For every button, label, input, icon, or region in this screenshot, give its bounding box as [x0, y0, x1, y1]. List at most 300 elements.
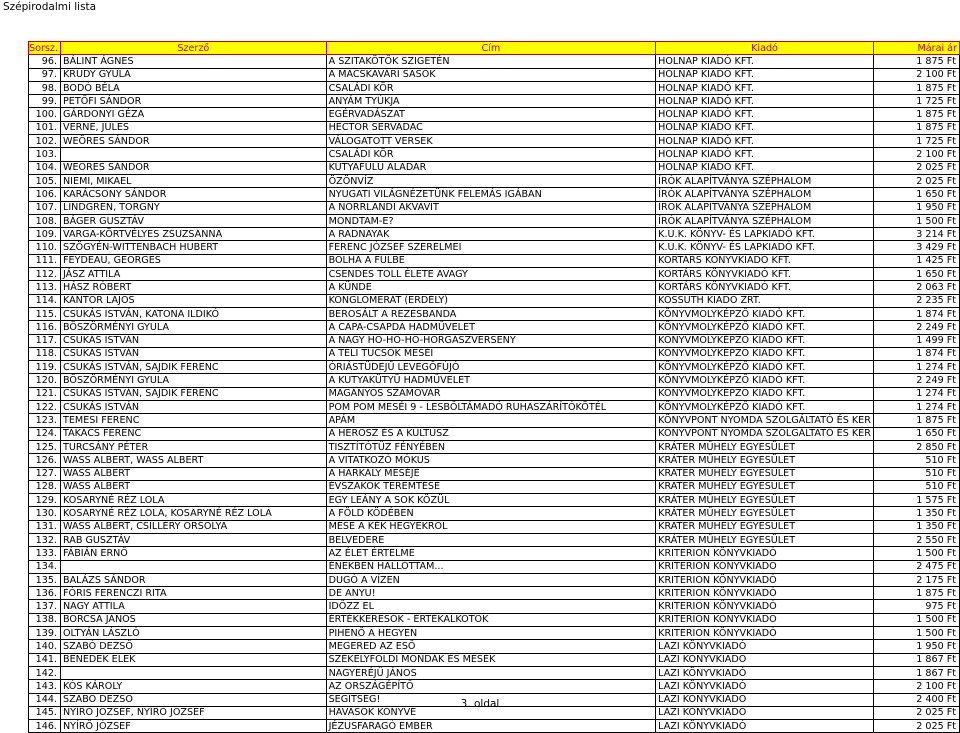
author-cell: WEÖRES SÁNDOR	[61, 135, 327, 148]
price-cell: 2 100 Ft	[873, 148, 959, 161]
title-cell: JÉZUSFARAGÓ EMBER	[326, 720, 656, 733]
author-cell: HÁSZ RÓBERT	[61, 281, 327, 294]
price-cell: 1 350 Ft	[873, 507, 959, 520]
row-number: 116.	[29, 321, 61, 334]
row-number: 103.	[29, 148, 61, 161]
row-number: 127.	[29, 467, 61, 480]
row-number: 114.	[29, 294, 61, 307]
author-cell: WASS ALBERT, CSILLÉRY ORSOLYA	[61, 520, 327, 533]
price-cell: 1 274 Ft	[873, 401, 959, 414]
publisher-cell: KRITERION KÖNYVKIADÓ	[656, 560, 874, 573]
table-row	[29, 281, 960, 294]
price-cell: 510 Ft	[873, 467, 959, 480]
publisher-cell: ÍRÓK ALAPÍTVÁNYA SZÉPHALOM	[656, 214, 874, 227]
publisher-cell: KRITERION KÖNYVKIADÓ	[656, 547, 874, 560]
title-cell: ÖZÖNVÍZ	[326, 174, 656, 187]
author-cell: NYÍRŐ JÓZSEF	[61, 720, 327, 733]
price-cell: 1 725 Ft	[873, 95, 959, 108]
table-row	[29, 640, 960, 653]
table-row	[29, 587, 960, 600]
row-number: 132.	[29, 533, 61, 546]
publisher-cell: LAZI KÖNYVKIADÓ	[656, 666, 874, 679]
author-cell: FÁBIÁN ERNŐ	[61, 547, 327, 560]
price-cell: 1 875 Ft	[873, 587, 959, 600]
author-cell: WASS ALBERT, WASS ALBERT	[61, 454, 327, 467]
row-number: 124.	[29, 427, 61, 440]
row-number: 117.	[29, 334, 61, 347]
table-row	[29, 387, 960, 400]
title-cell: A NORRLANDI AKVAVIT	[326, 201, 656, 214]
publisher-cell: LAZI KÖNYVKIADÓ	[656, 640, 874, 653]
table-row	[29, 507, 960, 520]
price-cell: 1 867 Ft	[873, 666, 959, 679]
publisher-cell: LAZI KÖNYVKIADÓ	[656, 680, 874, 693]
column-header-price: Márai ár	[873, 42, 959, 55]
publisher-cell: K.U.K. KÖNYV- ÉS LAPKIADÓ KFT.	[656, 241, 874, 254]
publisher-cell: KRÁTER MŰHELY EGYESÜLET	[656, 533, 874, 546]
price-cell: 2 850 Ft	[873, 440, 959, 453]
price-cell: 2 025 Ft	[873, 161, 959, 174]
row-number: 115.	[29, 307, 61, 320]
row-number: 120.	[29, 374, 61, 387]
price-cell: 2 025 Ft	[873, 720, 959, 733]
table-row	[29, 414, 960, 427]
title-cell: ÉRTÉKKERESŐK - ÉRTÉKALKOTÓK	[326, 613, 656, 626]
author-cell: CSUKÁS ISTVÁN	[61, 334, 327, 347]
row-number: 118.	[29, 347, 61, 360]
author-cell: SZÖGYÉN-WITTENBACH HUBERT	[61, 241, 327, 254]
author-cell: VERNE, JULES	[61, 121, 327, 134]
price-cell: 1 499 Ft	[873, 334, 959, 347]
row-number: 98.	[29, 81, 61, 94]
title-cell: BELVEDERE	[326, 533, 656, 546]
table-row	[29, 573, 960, 586]
title-cell: BEROSÁLT A REZESBANDA	[326, 307, 656, 320]
author-cell: OLTYÁN LÁSZLÓ	[61, 627, 327, 640]
title-cell: A HEROSZ ÉS A KULTUSZ	[326, 427, 656, 440]
publisher-cell: KRÁTER MŰHELY EGYESÜLET	[656, 454, 874, 467]
publisher-cell: KÖNYVMOLYKÉPZŐ KIADÓ KFT.	[656, 387, 874, 400]
price-cell: 1 725 Ft	[873, 135, 959, 148]
row-number: 112.	[29, 268, 61, 281]
author-cell: WASS ALBERT	[61, 467, 327, 480]
publisher-cell: KÖNYVPONT NYOMDA SZOLGÁLTATÓ ÉS KER	[656, 414, 874, 427]
title-cell: POM POM MESÉI 9 - LESBŐLTÁMADÓ RUHASZÁRÍTÓKÖTÉL	[326, 401, 656, 414]
author-cell: RAB GUSZTÁV	[61, 533, 327, 546]
price-cell: 1 875 Ft	[873, 81, 959, 94]
author-cell: CSUKÁS ISTVÁN, SAJDIK FERENC	[61, 387, 327, 400]
row-number: 143.	[29, 680, 61, 693]
row-number: 140.	[29, 640, 61, 653]
title-cell: IDŐZZ EL	[326, 600, 656, 613]
title-cell: EGÉRVADÁSZAT	[326, 108, 656, 121]
publisher-cell: ÍRÓK ALAPÍTVÁNYA SZÉPHALOM	[656, 188, 874, 201]
row-number: 126.	[29, 454, 61, 467]
title-cell: CSENDES TOLL ÉLETE AVAGY	[326, 268, 656, 281]
price-cell: 2 550 Ft	[873, 533, 959, 546]
author-cell: SZABÓ DEZSŐ	[61, 693, 327, 706]
title-cell: ÓRIÁSTÜDEJŰ LEVEGŐFÚJÓ	[326, 361, 656, 374]
row-number: 97.	[29, 68, 61, 81]
publisher-cell: KORTÁRS KÖNYVKIADÓ KFT.	[656, 268, 874, 281]
publisher-cell: KRITERION KÖNYVKIADÓ	[656, 573, 874, 586]
price-cell: 975 Ft	[873, 600, 959, 613]
table-row	[29, 520, 960, 533]
row-number: 133.	[29, 547, 61, 560]
price-cell: 1 500 Ft	[873, 547, 959, 560]
row-number: 107.	[29, 201, 61, 214]
price-cell: 1 950 Ft	[873, 201, 959, 214]
table-row	[29, 666, 960, 679]
author-cell: KÓS KÁROLY	[61, 680, 327, 693]
price-cell: 1 500 Ft	[873, 613, 959, 626]
author-cell: GÁRDONYI GÉZA	[61, 108, 327, 121]
row-number: 138.	[29, 613, 61, 626]
title-cell: ÉNEKBEN HALLOTTAM...	[326, 560, 656, 573]
table-row	[29, 467, 960, 480]
table-row	[29, 480, 960, 493]
author-cell: LINDGREN, TORGNY	[61, 201, 327, 214]
row-number: 144.	[29, 693, 61, 706]
publisher-cell: HOLNAP KIADÓ KFT.	[656, 68, 874, 81]
row-number: 104.	[29, 161, 61, 174]
title-cell: A TELI TÜCSÖK MESÉI	[326, 347, 656, 360]
row-number: 100.	[29, 108, 61, 121]
publisher-cell: LAZI KÖNYVKIADÓ	[656, 693, 874, 706]
price-cell: 1 875 Ft	[873, 121, 959, 134]
publisher-cell: HOLNAP KIADÓ KFT.	[656, 108, 874, 121]
row-number: 135.	[29, 573, 61, 586]
publisher-cell: KÖNYVMOLYKÉPZŐ KIADÓ KFT.	[656, 374, 874, 387]
table-row	[29, 294, 960, 307]
publisher-cell: KRITERION KÖNYVKIADÓ	[656, 600, 874, 613]
price-cell: 1 874 Ft	[873, 347, 959, 360]
table-row	[29, 161, 960, 174]
price-cell: 1 425 Ft	[873, 254, 959, 267]
price-cell: 1 875 Ft	[873, 55, 959, 68]
price-cell: 2 249 Ft	[873, 374, 959, 387]
author-cell: KOSARYNÉ RÉZ LOLA	[61, 494, 327, 507]
author-cell: FEYDEAU, GEORGES	[61, 254, 327, 267]
row-number: 101.	[29, 121, 61, 134]
price-cell: 2 100 Ft	[873, 680, 959, 693]
title-cell: MONDTAM-E?	[326, 214, 656, 227]
table-row	[29, 268, 960, 281]
row-number: 129.	[29, 494, 61, 507]
row-number: 109.	[29, 228, 61, 241]
title-cell: CSALÁDI KÖR	[326, 81, 656, 94]
author-cell: FÓRIS FERENCZI RITA	[61, 587, 327, 600]
price-cell: 1 950 Ft	[873, 640, 959, 653]
table-row	[29, 440, 960, 453]
title-cell: MAGÁNYOS SZAMOVÁR	[326, 387, 656, 400]
title-cell: MEGERED AZ ESŐ	[326, 640, 656, 653]
author-cell: WASS ALBERT	[61, 480, 327, 493]
table-row	[29, 720, 960, 733]
price-cell: 1 650 Ft	[873, 427, 959, 440]
author-cell: TAKÁCS FERENC	[61, 427, 327, 440]
title-cell: CSALÁDI KÖR	[326, 148, 656, 161]
table-row	[29, 108, 960, 121]
author-cell: WEÖRES SÁNDOR	[61, 161, 327, 174]
table-header-row	[29, 42, 960, 55]
price-cell: 510 Ft	[873, 480, 959, 493]
title-cell: PIHENŐ A HEGYEN	[326, 627, 656, 640]
table-row	[29, 95, 960, 108]
table-row	[29, 427, 960, 440]
title-cell: ÉVSZAKOK TEREMTÉSE	[326, 480, 656, 493]
table-row	[29, 254, 960, 267]
publisher-cell: KRITERION KÖNYVKIADÓ	[656, 627, 874, 640]
table-row	[29, 214, 960, 227]
book-list-table	[28, 41, 960, 733]
title-cell: A KUTYAKÜTYÜ HADMŰVELET	[326, 374, 656, 387]
price-cell: 1 874 Ft	[873, 307, 959, 320]
price-cell: 1 350 Ft	[873, 520, 959, 533]
table-row	[29, 121, 960, 134]
title-cell: A KÜNDE	[326, 281, 656, 294]
price-cell: 2 235 Ft	[873, 294, 959, 307]
title-cell: A CAPA-CSAPDA HADMŰVELET	[326, 321, 656, 334]
author-cell: KARÁCSONY SÁNDOR	[61, 188, 327, 201]
row-number: 141.	[29, 653, 61, 666]
author-cell: KÁNTOR LAJOS	[61, 294, 327, 307]
publisher-cell: HOLNAP KIADÓ KFT.	[656, 55, 874, 68]
title-cell: A VITATKOZÓ MÓKUS	[326, 454, 656, 467]
author-cell: NIEMI, MIKAEL	[61, 174, 327, 187]
publisher-cell: KOSSUTH KIADÓ ZRT.	[656, 294, 874, 307]
table-row	[29, 454, 960, 467]
table-row	[29, 361, 960, 374]
author-cell	[61, 148, 327, 161]
title-cell: ANYÁM TYÚKJA	[326, 95, 656, 108]
table-row	[29, 55, 960, 68]
publisher-cell: KÖNYVMOLYKÉPZŐ KIADÓ KFT.	[656, 347, 874, 360]
table-row	[29, 401, 960, 414]
price-cell: 1 650 Ft	[873, 188, 959, 201]
table-row	[29, 68, 960, 81]
title-cell: BOLHA A FÜLBE	[326, 254, 656, 267]
publisher-cell: KÖNYVMOLYKÉPZŐ KIADÓ KFT.	[656, 361, 874, 374]
table-row	[29, 547, 960, 560]
price-cell: 2 025 Ft	[873, 706, 959, 719]
price-cell: 3 429 Ft	[873, 241, 959, 254]
publisher-cell: KÖNYVMOLYKÉPZŐ KIADÓ KFT.	[656, 401, 874, 414]
table-row	[29, 613, 960, 626]
price-cell: 510 Ft	[873, 454, 959, 467]
row-number: 145.	[29, 706, 61, 719]
table-row	[29, 347, 960, 360]
table-row	[29, 334, 960, 347]
price-cell: 2 175 Ft	[873, 573, 959, 586]
publisher-cell: HOLNAP KIADÓ KFT.	[656, 161, 874, 174]
title-cell: DE ANYU!	[326, 587, 656, 600]
row-number: 106.	[29, 188, 61, 201]
table-row	[29, 653, 960, 666]
price-cell: 1 274 Ft	[873, 387, 959, 400]
price-cell: 1 875 Ft	[873, 414, 959, 427]
author-cell: BORCSA JÁNOS	[61, 613, 327, 626]
row-number: 125.	[29, 440, 61, 453]
publisher-cell: KRÁTER MŰHELY EGYESÜLET	[656, 507, 874, 520]
title-cell: KUTYAFÜLŰ ALADÁR	[326, 161, 656, 174]
publisher-cell: HOLNAP KIADÓ KFT.	[656, 148, 874, 161]
table-row	[29, 321, 960, 334]
author-cell: NAGY ATTILA	[61, 600, 327, 613]
table-row	[29, 560, 960, 573]
row-number: 113.	[29, 281, 61, 294]
table-row	[29, 533, 960, 546]
publisher-cell: KRITERION KÖNYVKIADÓ	[656, 613, 874, 626]
table-row	[29, 148, 960, 161]
title-cell: APÁM	[326, 414, 656, 427]
price-cell: 2 249 Ft	[873, 321, 959, 334]
publisher-cell: KORTÁRS KÖNYVKIADÓ KFT.	[656, 281, 874, 294]
publisher-cell: HOLNAP KIADÓ KFT.	[656, 81, 874, 94]
publisher-cell: KRÁTER MŰHELY EGYESÜLET	[656, 467, 874, 480]
title-cell: DUGÓ A VÍZEN	[326, 573, 656, 586]
price-cell: 2 475 Ft	[873, 560, 959, 573]
publisher-cell: LAZI KÖNYVKIADÓ	[656, 720, 874, 733]
table-row	[29, 680, 960, 693]
author-cell: SZABÓ DEZSŐ	[61, 640, 327, 653]
row-number: 102.	[29, 135, 61, 148]
price-cell: 1 650 Ft	[873, 268, 959, 281]
price-cell: 1 867 Ft	[873, 653, 959, 666]
row-number: 121.	[29, 387, 61, 400]
publisher-cell: LAZI KÖNYVKIADÓ	[656, 653, 874, 666]
price-cell: 1 500 Ft	[873, 214, 959, 227]
author-cell: BALÁZS SÁNDOR	[61, 573, 327, 586]
author-cell: CSUKÁS ISTVÁN	[61, 347, 327, 360]
title-cell: A MACSKAVÁRI SASOK	[326, 68, 656, 81]
title-cell: NYUGATI VILÁGNÉZETÜNK FELEMÁS IGÁBAN	[326, 188, 656, 201]
publisher-cell: HOLNAP KIADÓ KFT.	[656, 95, 874, 108]
table-row	[29, 307, 960, 320]
table-row	[29, 241, 960, 254]
author-cell: JÁSZ ATTILA	[61, 268, 327, 281]
price-cell: 2 063 Ft	[873, 281, 959, 294]
publisher-cell: KRÁTER MŰHELY EGYESÜLET	[656, 480, 874, 493]
title-cell: A HARKÁLY MESÉJE	[326, 467, 656, 480]
publisher-cell: K.U.K. KÖNYV- ÉS LAPKIADÓ KFT.	[656, 228, 874, 241]
row-number: 146.	[29, 720, 61, 733]
publisher-cell: KRÁTER MŰHELY EGYESÜLET	[656, 440, 874, 453]
title-cell: AZ ÉLET ÉRTELME	[326, 547, 656, 560]
column-header-author: Szerző	[61, 42, 327, 55]
title-cell: A SZITAKÖTŐK SZIGETÉN	[326, 55, 656, 68]
author-cell: CSUKÁS ISTVÁN	[61, 401, 327, 414]
publisher-cell: KÖNYVPONT NYOMDA SZOLGÁLTATÓ ÉS KER	[656, 427, 874, 440]
table-row	[29, 494, 960, 507]
row-number: 96.	[29, 55, 61, 68]
title-cell: HAVASOK KÖNYVE	[326, 706, 656, 719]
title-cell: KONGLOMERÁT (ERDÉLY)	[326, 294, 656, 307]
row-number: 110.	[29, 241, 61, 254]
author-cell: BÁLINT ÁGNES	[61, 55, 327, 68]
author-cell: CSUKÁS ISTVÁN, KATONA ILDIKÓ	[61, 307, 327, 320]
title-cell: MESE A KÉK HEGYEKRŐL	[326, 520, 656, 533]
publisher-cell: KORTÁRS KÖNYVKIADÓ KFT.	[656, 254, 874, 267]
row-number: 123.	[29, 414, 61, 427]
price-cell: 1 274 Ft	[873, 361, 959, 374]
author-cell	[61, 666, 327, 679]
author-cell: VARGA-KÖRTVÉLYES ZSUZSANNA	[61, 228, 327, 241]
publisher-cell: KRÁTER MŰHELY EGYESÜLET	[656, 494, 874, 507]
title-cell: NAGYERÉJŰ JÁNOS	[326, 666, 656, 679]
price-cell: 1 500 Ft	[873, 627, 959, 640]
title-cell: HECTOR SERVADAC	[326, 121, 656, 134]
title-cell: A RADNAYAK	[326, 228, 656, 241]
document-title: Szépirodalmi lista	[3, 1, 97, 13]
price-cell: 3 214 Ft	[873, 228, 959, 241]
table-row	[29, 201, 960, 214]
row-number: 128.	[29, 480, 61, 493]
row-number: 130.	[29, 507, 61, 520]
row-number: 137.	[29, 600, 61, 613]
title-cell: A FÖLD KÖDÉBEN	[326, 507, 656, 520]
row-number: 108.	[29, 214, 61, 227]
title-cell: AZ ORSZÁGÉPÍTŐ	[326, 680, 656, 693]
publisher-cell: KÖNYVMOLYKÉPZŐ KIADÓ KFT.	[656, 334, 874, 347]
column-header-title: Cím	[326, 42, 656, 55]
publisher-cell: KÖNYVMOLYKÉPZŐ KIADÓ KFT.	[656, 321, 874, 334]
table-row	[29, 188, 960, 201]
title-cell: VÁLOGATOTT VERSEK	[326, 135, 656, 148]
row-number: 99.	[29, 95, 61, 108]
title-cell: FERENC JÓZSEF SZERELMEI	[326, 241, 656, 254]
table-row	[29, 374, 960, 387]
table-row	[29, 627, 960, 640]
publisher-cell: KRÁTER MŰHELY EGYESÜLET	[656, 520, 874, 533]
title-cell: SEGÍTSÉG!	[326, 693, 656, 706]
row-number: 136.	[29, 587, 61, 600]
author-cell: BÖSZÖRMÉNYI GYULA	[61, 321, 327, 334]
title-cell: SZÉKELYFÖLDI MONDÁK ÉS MESÉK	[326, 653, 656, 666]
row-number: 122.	[29, 401, 61, 414]
column-header-number: Sorsz.	[29, 42, 61, 55]
publisher-cell: LAZI KÖNYVKIADÓ	[656, 706, 874, 719]
author-cell: BÁGER GUSZTÁV	[61, 214, 327, 227]
author-cell: TURCSÁNY PÉTER	[61, 440, 327, 453]
author-cell: KOSARYNÉ RÉZ LOLA, KOSARYNÉ RÉZ LOLA	[61, 507, 327, 520]
author-cell	[61, 560, 327, 573]
price-cell: 1 875 Ft	[873, 108, 959, 121]
row-number: 131.	[29, 520, 61, 533]
author-cell: KRÚDY GYULA	[61, 68, 327, 81]
row-number: 105.	[29, 174, 61, 187]
row-number: 139.	[29, 627, 61, 640]
publisher-cell: ÍRÓK ALAPÍTVÁNYA SZÉPHALOM	[656, 201, 874, 214]
publisher-cell: KÖNYVMOLYKÉPZŐ KIADÓ KFT.	[656, 307, 874, 320]
table-row	[29, 600, 960, 613]
table-row	[29, 135, 960, 148]
title-cell: EGY LEÁNY A SOK KÖZÜL	[326, 494, 656, 507]
table-row	[29, 228, 960, 241]
publisher-cell: HOLNAP KIADÓ KFT.	[656, 121, 874, 134]
table-body	[29, 55, 960, 733]
row-number: 119.	[29, 361, 61, 374]
price-cell: 2 025 Ft	[873, 174, 959, 187]
author-cell: BODÓ BÉLA	[61, 81, 327, 94]
table-row	[29, 81, 960, 94]
row-number: 134.	[29, 560, 61, 573]
author-cell: CSUKÁS ISTVÁN, SAJDIK FERENC	[61, 361, 327, 374]
author-cell: TEMESI FERENC	[61, 414, 327, 427]
price-cell: 2 100 Ft	[873, 68, 959, 81]
row-number: 111.	[29, 254, 61, 267]
price-cell: 1 575 Ft	[873, 494, 959, 507]
